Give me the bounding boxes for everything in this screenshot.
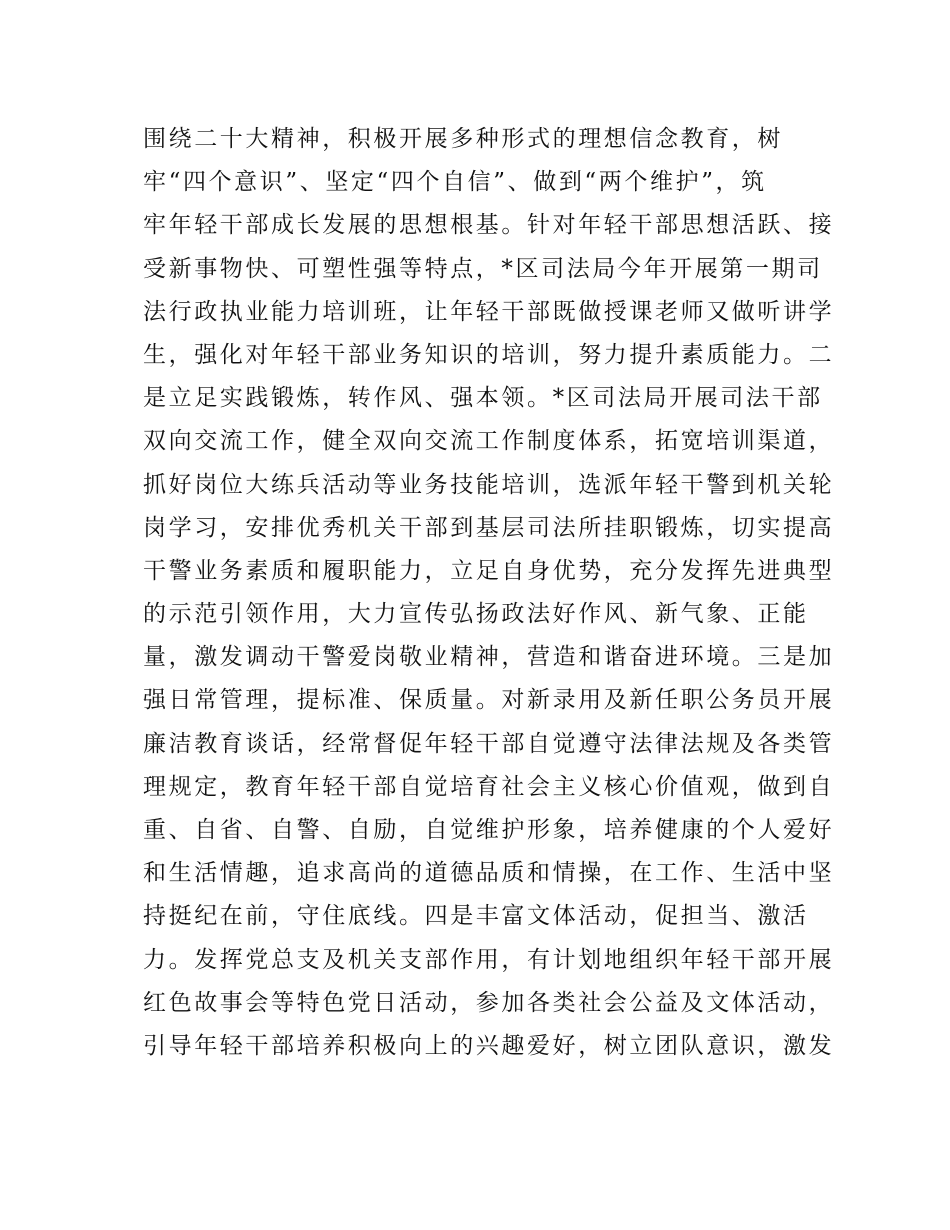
text-line: 干警业务素质和履职能力，立足自身优势，充分发挥先进典型	[143, 557, 835, 584]
text-line: 强日常管理，提标准、保质量。对新录用及新任职公务员开展	[143, 687, 835, 714]
text-line: 牢“四个意识”、坚定“四个自信”、做到“两个维护”，筑	[143, 169, 767, 196]
text-line: 引导年轻干部培养积极向上的兴趣爱好，树立团队意识，激发	[143, 1032, 835, 1059]
body-text	[143, 118, 835, 1068]
text-line: 廉洁教育谈话，经常督促年轻干部自觉遵守法律法规及各类管	[143, 730, 835, 757]
text-line: 红色故事会等特色党日活动，参加各类社会公益及文体活动，	[143, 989, 835, 1016]
text-line: 岗学习，安排优秀机关干部到基层司法所挂职锻炼，切实提高	[143, 514, 835, 541]
text-line: 量，激发调动干警爱岗敬业精神，营造和谐奋进环境。三是加	[143, 644, 835, 671]
text-line: 持挺纪在前，守住底线。四是丰富文体活动，促担当、激活	[143, 903, 809, 930]
text-line: 的示范引领作用，大力宣传弘扬政法好作风、新气象、正能	[143, 601, 809, 628]
text-line: 力。发挥党总支及机关支部作用，有计划地组织年轻干部开展	[143, 946, 835, 973]
text-line: 牢年轻干部成长发展的思想根基。针对年轻干部思想活跃、接	[143, 212, 835, 239]
text-line: 理规定，教育年轻干部自觉培育社会主义核心价值观，做到自	[143, 773, 835, 800]
text-line: 生，强化对年轻干部业务知识的培训，努力提升素质能力。二	[143, 341, 835, 368]
text-line: 重、自省、自警、自励，自觉维护形象，培养健康的个人爱好	[143, 817, 835, 843]
text-line: 双向交流工作，健全双向交流工作制度体系，拓宽培训渠道，	[143, 428, 835, 455]
text-line: 是立足实践锻炼，转作风、强本领。*区司法局开展司法干部	[143, 385, 823, 412]
text-line: 围绕二十大精神，积极开展多种形式的理想信念教育，树	[143, 126, 783, 152]
text-line: 抓好岗位大练兵活动等业务技能培训，选派年轻干警到机关轮	[143, 471, 835, 498]
text-line: 法行政执业能力培训班，让年轻干部既做授课老师又做听讲学	[143, 298, 835, 325]
text-line: 受新事物快、可塑性强等特点，*区司法局今年开展第一期司	[143, 255, 823, 282]
text-line: 和生活情趣，追求高尚的道德品质和情操，在工作、生活中坚	[143, 860, 835, 887]
